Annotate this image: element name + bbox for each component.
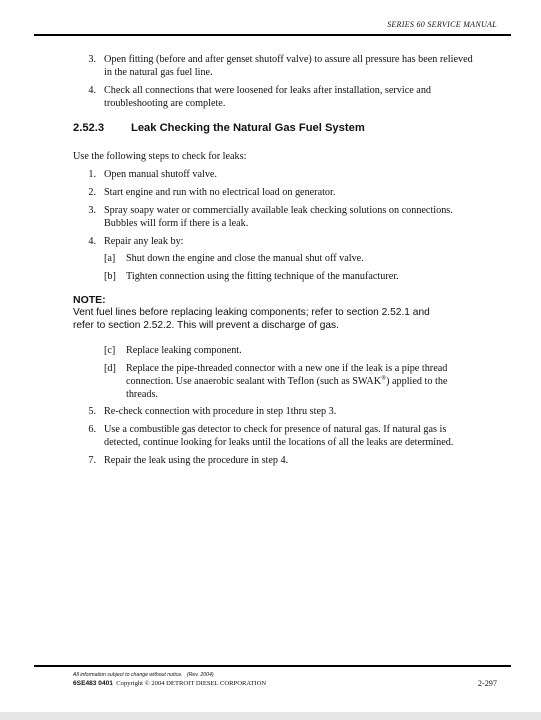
copyright-text: Copyright © 2004 DETROIT DIESEL CORPORATION (116, 680, 267, 687)
substep-text: Replace the pipe-threaded connector with a new one if the leak is a pipe thread (126, 363, 448, 374)
step-number: 6. (88, 424, 96, 435)
step-text: Repair the leak using the procedure in step 4. (104, 455, 289, 466)
list-item-line: troubleshooting are complete. (104, 98, 226, 109)
step-text: Start engine and run with no electrical load on generator. (104, 187, 336, 198)
substep-text: Tighten connection using the fitting technique of the manufacturer. (126, 271, 399, 282)
note-label: NOTE: (73, 294, 106, 306)
footer-rule (34, 665, 511, 667)
registered-mark: ® (381, 374, 387, 382)
list-number: 3. (88, 54, 96, 65)
substep-label: [b] (104, 271, 116, 282)
step-text: Open manual shutoff valve. (104, 169, 217, 180)
step-text: Repair any leak by: (104, 236, 184, 247)
substep-text: Replace leaking component. (126, 345, 242, 356)
substep-text: Shut down the engine and close the manual shut off valve. (126, 253, 364, 264)
page-number: 2-297 (477, 679, 497, 688)
note-text: Vent fuel lines before replacing leaking components; refer to section 2.52.1 and (73, 307, 430, 318)
step-number: 4. (88, 236, 96, 247)
list-number: 4. (88, 85, 96, 96)
step-number: 5. (88, 406, 96, 417)
doc-code: 6SE483 0401 (73, 680, 113, 687)
running-header: SERIES 60 SERVICE MANUAL (387, 20, 497, 29)
note-text: refer to section 2.52.2. This will prevent a discharge of gas. (73, 320, 339, 331)
step-text: Bubbles will form if there is a leak. (104, 218, 249, 229)
viewer-background (0, 712, 541, 720)
section-title: Leak Checking the Natural Gas Fuel System (131, 122, 365, 134)
step-text: detected, continue looking for leaks until the locations of all the leaks are determined. (104, 437, 454, 448)
step-text: Use a combustible gas detector to check for presence of natural gas. If natural gas is (104, 424, 447, 435)
substep-text: connection. Use anaerobic sealant with Teflon (such as SWAK®) applied to the (126, 374, 448, 387)
list-item-line: in the natural gas fuel line. (104, 67, 213, 78)
footer-disclaimer: All information subject to change without notice. (Rev. 2004) (73, 672, 214, 678)
step-number: 3. (88, 205, 96, 216)
list-item-line: Check all connections that were loosened for leaks after installation, service and (104, 85, 432, 96)
substep-text: threads. (126, 389, 158, 400)
section-number: 2.52.3 (73, 122, 105, 134)
step-number: 7. (88, 455, 96, 466)
substep-label: [d] (104, 363, 116, 374)
list-item-line: Open fitting (before and after genset shutoff valve) to assure all pressure has been relieved (104, 54, 473, 65)
header-rule (34, 34, 511, 36)
step-text: Spray soapy water or commercially available leak checking solutions on connections. (104, 205, 453, 216)
footer-copyright-line (73, 680, 266, 687)
step-number: 1. (88, 169, 96, 180)
step-number: 2. (88, 187, 96, 198)
section-intro: Use the following steps to check for leaks: (73, 151, 247, 162)
substep-label: [c] (104, 345, 116, 356)
substep-label: [a] (104, 253, 116, 264)
step-text: Re-check connection with procedure in step 1thru step 3. (104, 406, 337, 417)
